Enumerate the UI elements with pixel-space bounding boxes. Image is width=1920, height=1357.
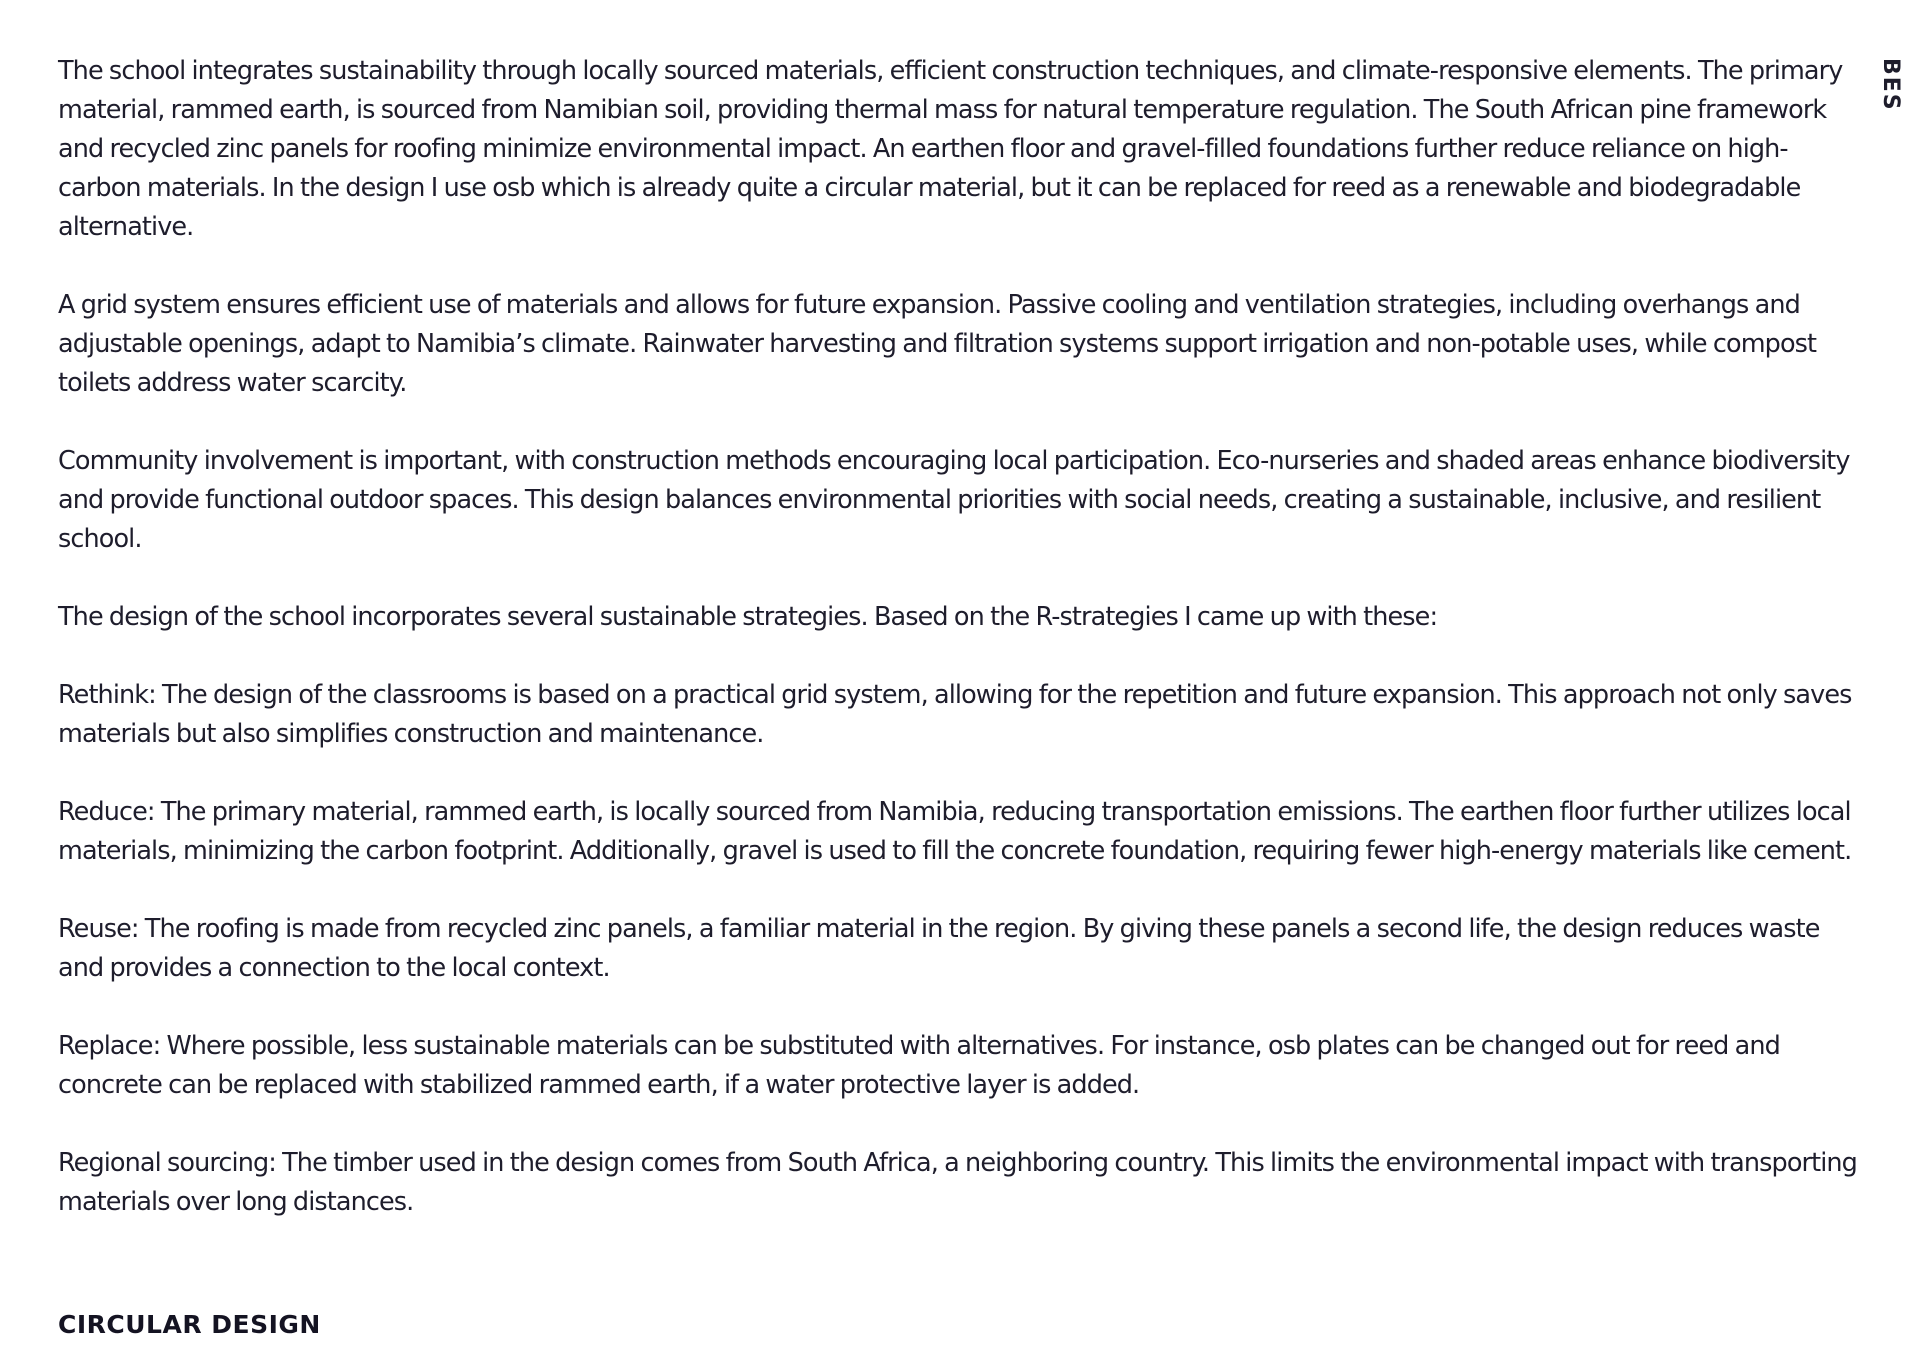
paragraph-replace: Replace: Where possible, less sustainable materials can be substituted with alternatives. For instance, osb plates can be changed out for reed and concrete can be replaced with stabilized rammed earth, if a water protective layer is added. bbox=[58, 1031, 1780, 1100]
document-body bbox=[58, 52, 1868, 1261]
paragraph-rethink: Rethink: The design of the classrooms is based on a practical grid system, allowing for the repetition and future expansion. This approach not only saves materials but also simplifies construction and maintenance. bbox=[58, 680, 1852, 749]
paragraph-regional-sourcing: Regional sourcing: The timber used in the design comes from South Africa, a neighboring country. This limits the environmental impact with transporting materials over long distances. bbox=[58, 1148, 1857, 1217]
paragraph-intro: The school integrates sustainability through locally sourced materials, efficient construction techniques, and climate-responsive elements. The primary material, rammed earth, is sourced from Namibian soil, providing thermal mass for natural temperature regulation. The South African pine framework and recycled zinc panels for roofing minimize environmental impact. An earthen floor and gravel-filled foundations further reduce reliance on high-carbon materials. In the design I use osb which is already quite a circular material, but it can be replaced for reed as a renewable and biodegradable alternative. bbox=[58, 56, 1843, 242]
side-tag: BES bbox=[1878, 58, 1903, 112]
paragraph-grid-system: A grid system ensures efficient use of materials and allows for future expansion. Passive cooling and ventilation strategies, including overhangs and adjustable openings, adapt to Namibia’s climate. Rainwater harvesting and filtration systems support irrigation and non-potable uses, while compost toilets address water scarcity. bbox=[58, 290, 1817, 398]
section-heading: CIRCULAR DESIGN bbox=[58, 1310, 321, 1339]
paragraph-r-strategies: The design of the school incorporates several sustainable strategies. Based on the R-strategies I came up with these: bbox=[58, 602, 1438, 632]
paragraph-reuse: Reuse: The roofing is made from recycled zinc panels, a familiar material in the region. By giving these panels a second life, the design reduces waste and provides a connection to the local context. bbox=[58, 914, 1820, 983]
paragraph-reduce: Reduce: The primary material, rammed earth, is locally sourced from Namibia, reducing transportation emissions. The earthen floor further utilizes local materials, minimizing the carbon footprint. Additionally, gravel is used to fill the concrete foundation, requiring fewer high-energy materials like cement. bbox=[58, 797, 1852, 866]
paragraph-community: Community involvement is important, with construction methods encouraging local participation. Eco-nurseries and shaded areas enhance biodiversity and provide functional outdoor spaces. This design balances environmental priorities with social needs, creating a sustainable, inclusive, and resilient school. bbox=[58, 446, 1850, 554]
